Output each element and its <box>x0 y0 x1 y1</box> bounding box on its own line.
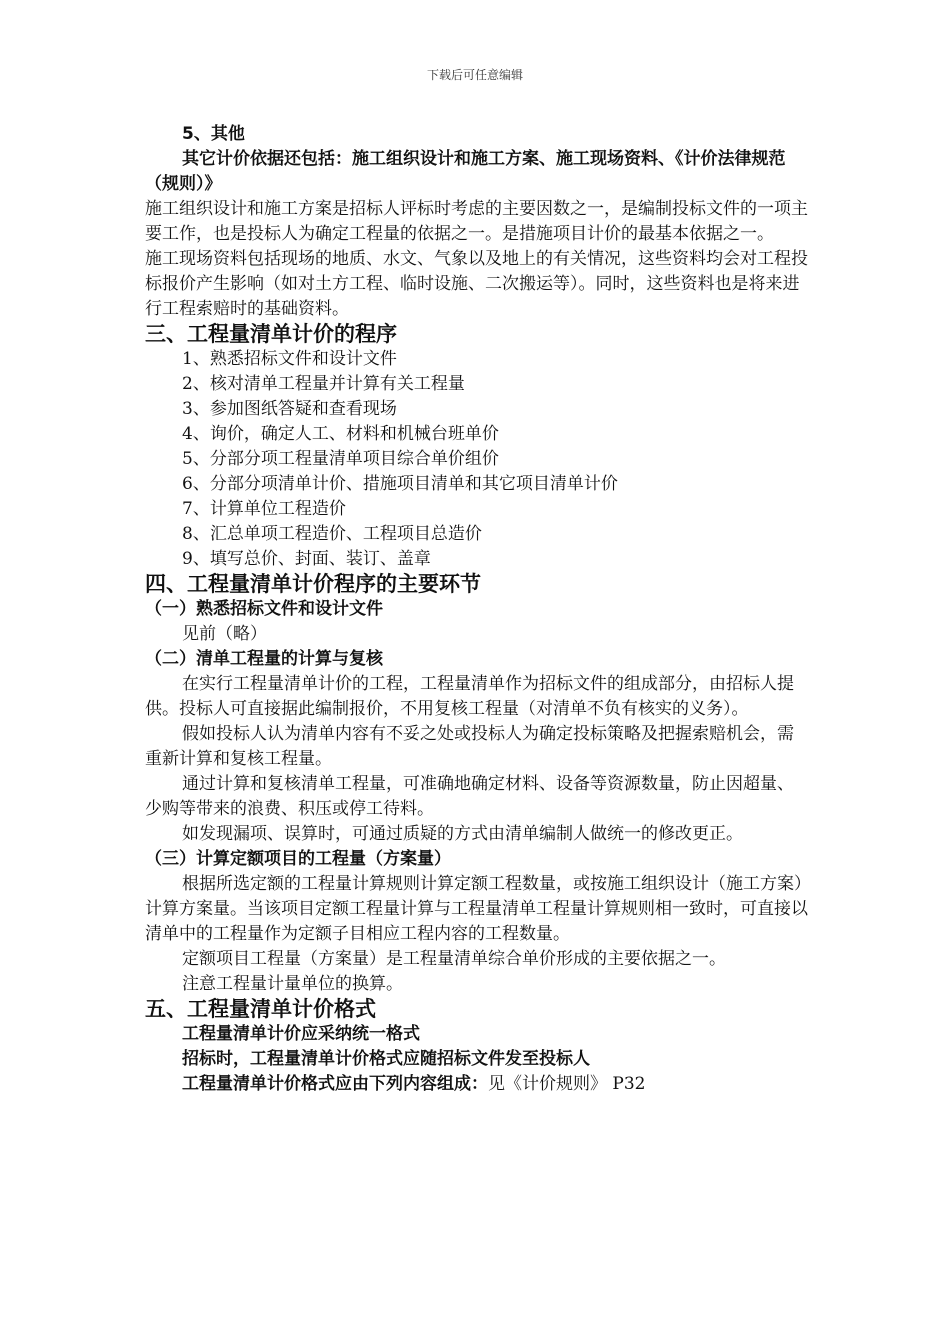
subsection-2-para-2: 假如投标人认为清单内容有不妥之处或投标人为确定投标策略及把握索赔机会，需重新计算和复核工程量。 <box>145 724 794 769</box>
procedure-list <box>145 347 810 572</box>
subsection-1-title: （一）熟悉招标文件和设计文件 <box>145 599 383 619</box>
section-5-para-3: 施工现场资料包括现场的地质、水文、气象以及地上的有关情况，这些资料均会对工程投标报价产生影响（如对土方工程、临时设施、二次搬运等）。同时，这些资料也是将来进行工程索赔时的基础资料。 <box>145 249 808 319</box>
section-5-para-2: 施工组织设计和施工方案是招标人评标时考虑的主要因数之一，是编制投标文件的一项主要工作，也是投标人为确定工程量的依据之一。是措施项目计价的最基本依据之一。 <box>145 199 808 244</box>
document-body <box>145 122 810 1097</box>
subsection-3-para-3: 注意工程量计量单位的换算。 <box>182 974 403 994</box>
section-3-title: 三、工程量清单计价的程序 <box>145 322 397 346</box>
subsection-1-text: 见前（略） <box>182 624 267 644</box>
subsection-2-para-4: 如发现漏项、误算时，可通过质疑的方式由清单编制人做统一的修改更正。 <box>182 824 743 844</box>
list-item: 8、汇总单项工程造价、工程项目总造价 <box>182 524 482 544</box>
list-item: 3、参加图纸答疑和查看现场 <box>182 399 397 419</box>
list-item: 6、分部分项清单计价、措施项目清单和其它项目清单计价 <box>182 474 618 494</box>
list-item: 2、核对清单工程量并计算有关工程量 <box>182 374 465 394</box>
section-5-para-1: 其它计价依据还包括：施工组织设计和施工方案、施工现场资料、《计价法律规范（规则）》 <box>145 149 786 194</box>
subsection-3-para-1: 根据所选定额的工程量计算规则计算定额工程数量，或按施工组织设计（施工方案）计算方案量。当该项目定额工程量计算与工程量清单工程量计算规则相一致时，可直接以清单中的工程量作为定额子目相应工程内容的工程数量。 <box>145 874 808 944</box>
format-line-3 <box>145 1072 810 1097</box>
section-4-title: 四、工程量清单计价程序的主要环节 <box>145 572 481 596</box>
format-line-1: 工程量清单计价应采纳统一格式 <box>182 1024 420 1044</box>
subsection-3-para-2: 定额项目工程量（方案量）是工程量清单综合单价形成的主要依据之一。 <box>182 949 726 969</box>
subsection-2-para-1: 在实行工程量清单计价的工程，工程量清单作为招标文件的组成部分，由招标人提供。投标人可直接据此编制报价，不用复核工程量（对清单不负有核实的义务）。 <box>145 674 794 719</box>
format-line-3-bold: 工程量清单计价格式应由下列内容组成： <box>182 1074 488 1094</box>
list-item: 5、分部分项工程量清单项目综合单价组价 <box>182 449 499 469</box>
list-item: 4、询价，确定人工、材料和机械台班单价 <box>182 424 499 444</box>
section-5b-title: 五、工程量清单计价格式 <box>145 997 376 1021</box>
list-item: 7、计算单位工程造价 <box>182 499 346 519</box>
page-header: 下载后可任意编辑 <box>426 68 523 82</box>
subsection-2-title: （二）清单工程量的计算与复核 <box>145 649 383 669</box>
subsection-2-para-3: 通过计算和复核清单工程量，可准确地确定材料、设备等资源数量，防止因超量、少购等带来的浪费、积压或停工待料。 <box>145 774 794 819</box>
list-item: 9、填写总价、封面、装订、盖章 <box>182 549 431 569</box>
subsection-3-title: （三）计算定额项目的工程量（方案量） <box>145 849 451 869</box>
section-5-title: 5、其他 <box>182 124 245 144</box>
list-item: 1、熟悉招标文件和设计文件 <box>182 349 397 369</box>
format-line-3-ref: 见《计价规则》 P32 <box>488 1074 646 1094</box>
format-line-2: 招标时，工程量清单计价格式应随招标文件发至投标人 <box>182 1049 590 1069</box>
